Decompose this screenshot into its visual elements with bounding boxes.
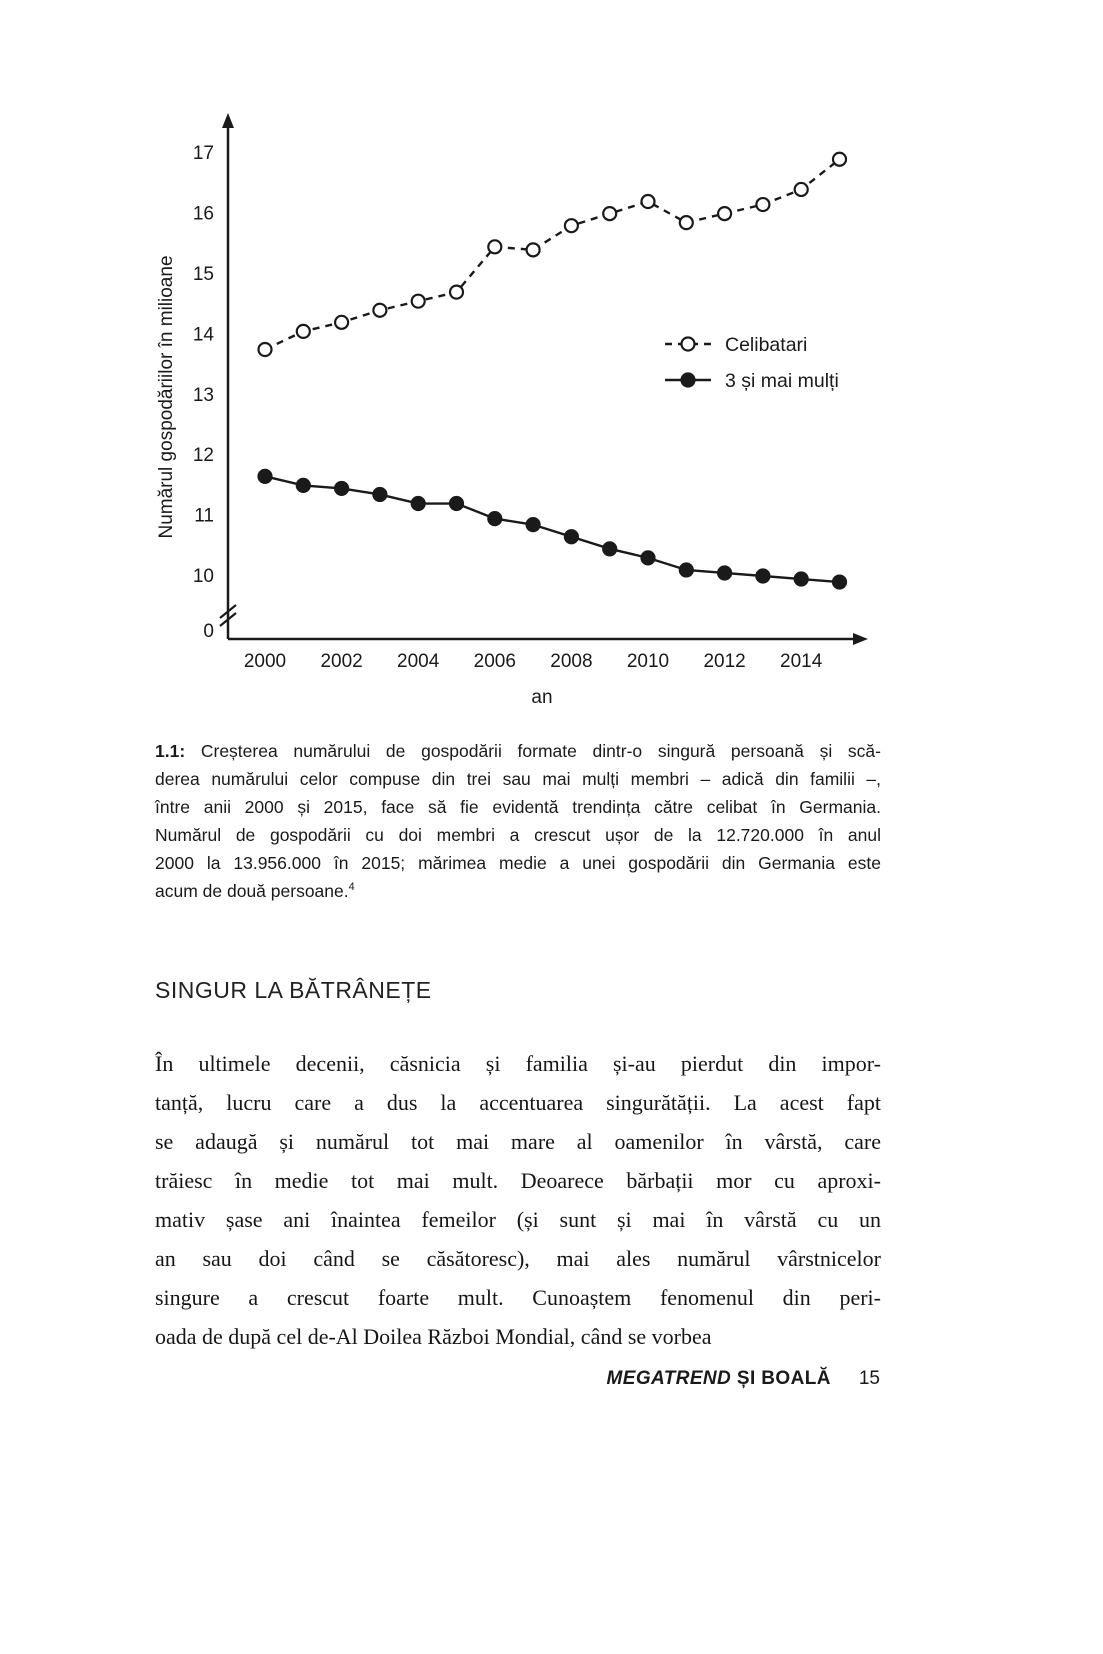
x-axis-arrow — [853, 633, 868, 645]
caption-line: între anii 2000 și 2015, face să fie evidentă trendința către celibat în Germania. — [155, 797, 881, 817]
data-point-marker — [642, 195, 655, 208]
data-point-marker — [373, 304, 386, 317]
x-tick-label: 2002 — [320, 651, 363, 672]
data-point-marker — [756, 198, 769, 211]
legend-label: Celibatari — [725, 334, 808, 356]
data-point-marker — [297, 325, 310, 338]
running-head-title: MEGATREND — [606, 1368, 732, 1389]
body-line: tanță, lucru care a dus la accentuarea singurătății. La acest fapt — [155, 1090, 881, 1115]
data-point-marker — [756, 570, 769, 583]
caption-line: 2000 la 13.956.000 în 2015; mărimea medie a unei gospodării din Germania este — [155, 853, 881, 873]
data-point-marker — [335, 482, 348, 495]
body-line: În ultimele decenii, căsnicia și familia și-au pierdut din impor- — [155, 1051, 881, 1076]
page-number: 15 — [858, 1368, 880, 1389]
legend-marker — [682, 338, 695, 351]
y-tick-label: 12 — [192, 445, 214, 467]
running-head — [607, 1368, 831, 1390]
data-point-marker — [412, 295, 425, 308]
body-line: se adaugă și numărul tot mai mare al oamenilor în vârstă, care — [155, 1129, 881, 1154]
data-point-marker — [718, 566, 731, 579]
y-tick-label: 17 — [192, 143, 214, 165]
caption-line: Numărul de gospodării cu doi membri a crescut ușor de la 12.720.000 în anul — [155, 825, 881, 845]
section-heading: SINGUR LA BĂTRÂNEȚE — [155, 977, 432, 1003]
chart-svg — [150, 107, 890, 707]
y-tick-label: 0 — [203, 621, 214, 642]
data-point-marker — [565, 530, 578, 543]
caption-line: derea numărului celor compuse din trei sau mai mulți membri – adică din familii –, — [155, 769, 881, 789]
x-tick-label: 2010 — [626, 651, 670, 672]
data-point-marker — [259, 343, 272, 356]
data-point-marker — [335, 316, 348, 329]
body-line: oada de după cel de-Al Doilea Război Mondial, când se vorbea — [155, 1324, 712, 1349]
data-point-marker — [833, 576, 846, 589]
y-tick-label: 11 — [194, 505, 214, 527]
series-line-dashed — [265, 159, 840, 349]
data-point-marker — [450, 497, 463, 510]
x-tick-label: 2000 — [243, 651, 287, 672]
x-tick-label: 2004 — [397, 651, 440, 672]
figure-caption — [155, 737, 881, 905]
caption-label: 1.1: — [155, 741, 186, 761]
data-point-marker — [565, 219, 578, 232]
data-point-marker — [718, 207, 731, 220]
body-line: singure a crescut foarte mult. Cunoaștem fenomenul din peri- — [155, 1285, 881, 1310]
body-line: mativ șase ani înaintea femeilor (și sunt și mai în vârstă cu un — [155, 1207, 881, 1232]
data-point-marker — [297, 479, 310, 492]
legend-marker — [682, 374, 695, 387]
data-point-marker — [680, 563, 693, 576]
y-tick-label: 13 — [192, 384, 214, 406]
x-tick-label: 2008 — [550, 651, 593, 672]
data-point-marker — [527, 518, 540, 531]
caption-text: Creșterea numărului de gospodării formate dintr-o singură persoană și scă- — [200, 741, 881, 761]
running-head-rest: ȘI BOALĂ — [731, 1368, 831, 1389]
y-tick-label: 14 — [192, 324, 214, 346]
body-line: an sau doi când se căsătoresc), mai ales numărul vârstnicelor — [155, 1246, 881, 1271]
data-point-marker — [527, 243, 540, 256]
caption-line — [155, 877, 881, 905]
body-line: trăiesc în medie tot mai mult. Deoarece bărbații mor cu aproxi- — [155, 1168, 881, 1193]
x-tick-label: 2014 — [780, 651, 823, 672]
data-point-marker — [795, 183, 808, 196]
caption-line — [155, 737, 881, 765]
data-point-marker — [488, 512, 501, 525]
data-point-marker — [450, 286, 463, 299]
series-line-solid — [265, 476, 840, 582]
data-point-marker — [488, 240, 501, 253]
data-point-marker — [833, 153, 846, 166]
data-point-marker — [642, 551, 655, 564]
body-paragraph — [155, 1044, 881, 1356]
data-point-marker — [603, 542, 616, 555]
data-point-marker — [259, 470, 272, 483]
footnote-marker: 4 — [348, 881, 355, 894]
y-tick-label: 15 — [192, 264, 214, 285]
y-tick-label: 10 — [192, 566, 214, 587]
data-point-marker — [412, 497, 425, 510]
legend-label: 3 și mai mulți — [725, 370, 839, 392]
data-point-marker — [373, 488, 386, 501]
data-point-marker — [795, 573, 808, 586]
page-footer — [0, 1368, 880, 1390]
y-tick-label: 16 — [192, 203, 214, 225]
y-axis-arrow — [222, 113, 234, 128]
caption-text: acum de două persoane. — [155, 881, 349, 901]
y-axis-title: Numărul gospodăriilor în milioane — [156, 255, 177, 539]
x-tick-label: 2012 — [703, 651, 746, 672]
data-point-marker — [603, 207, 616, 220]
x-tick-label: 2006 — [473, 651, 516, 672]
data-point-marker — [680, 216, 693, 229]
x-axis-title: an — [531, 687, 553, 707]
